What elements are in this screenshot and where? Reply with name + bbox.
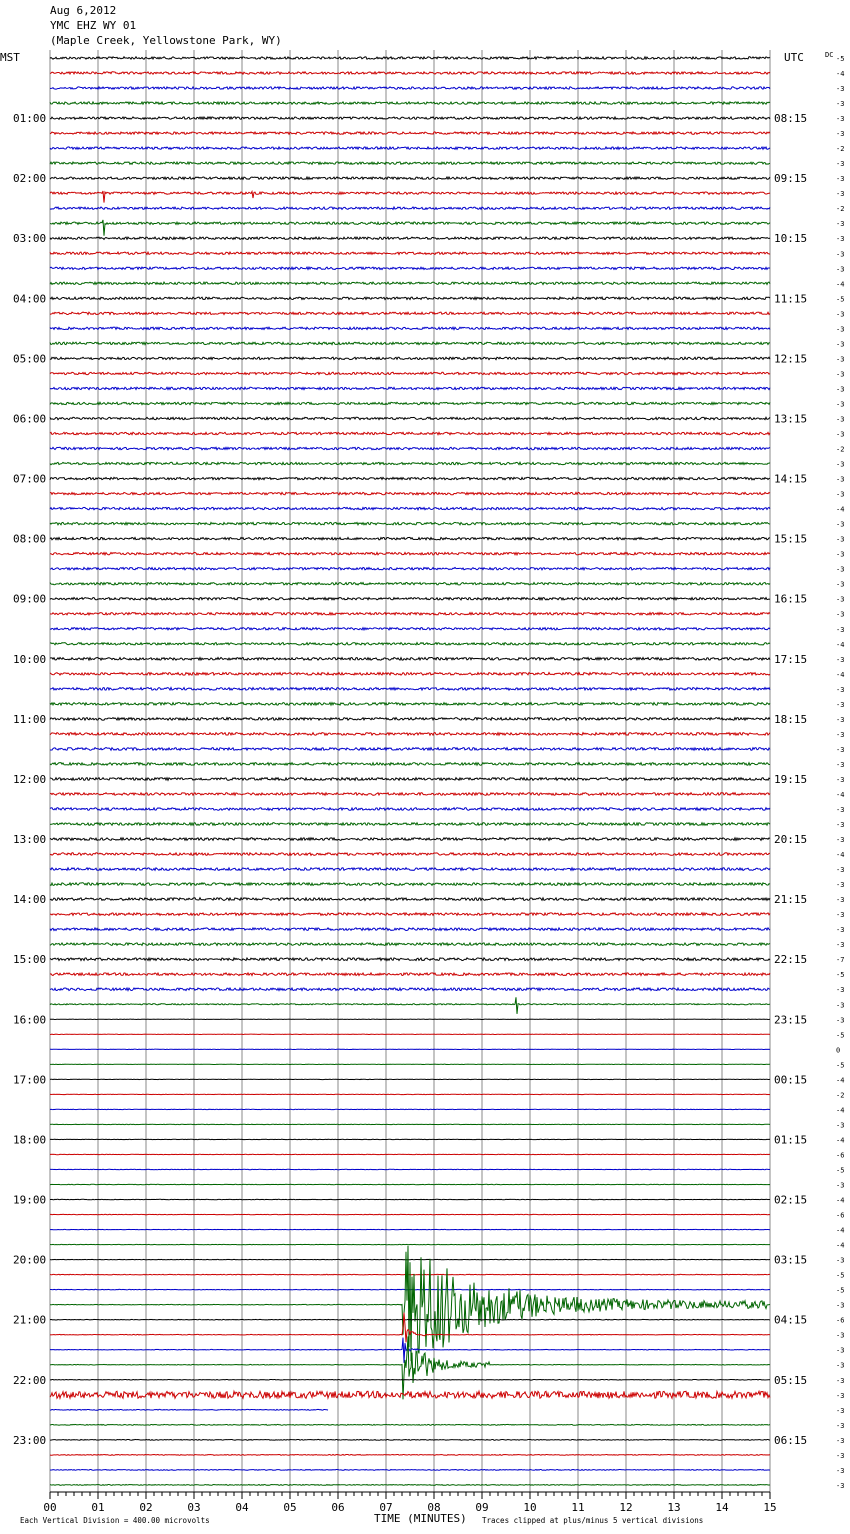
right-hour-label: 15:15: [774, 532, 808, 546]
dc-offset-label: -6: [836, 1211, 845, 1220]
seismic-trace: [50, 913, 770, 916]
dc-offset-label: 0: [836, 1046, 841, 1055]
dc-offset-label: -3: [836, 475, 845, 484]
plot-date: Aug 6,2012: [50, 4, 117, 17]
left-hour-label: 11:00: [13, 712, 47, 726]
seismic-trace: [50, 477, 770, 479]
dc-offset-label: -3: [836, 1481, 845, 1490]
seismic-trace: [50, 447, 770, 449]
seismic-trace: [50, 492, 770, 494]
left-hour-label: 17:00: [13, 1073, 47, 1087]
dc-offset-label: -4: [836, 851, 845, 860]
seismic-trace: [50, 282, 770, 284]
seismic-trace: [50, 162, 770, 164]
dc-offset-label: -3: [836, 1301, 845, 1310]
x-axis-title: TIME (MINUTES): [374, 1512, 467, 1525]
seismic-trace: [50, 883, 770, 886]
dc-offset-label: -3: [836, 355, 845, 364]
dc-offset-label: -3: [836, 400, 845, 409]
dc-offset-label: -3: [836, 1436, 845, 1445]
x-tick-label: 06: [331, 1501, 345, 1514]
dc-offset-label: -2: [836, 145, 845, 154]
seismic-trace: [50, 1485, 770, 1486]
left-hour-label: 07:00: [13, 472, 47, 486]
seismic-trace: [50, 643, 770, 645]
dc-offset-label: -4: [836, 670, 845, 679]
right-hour-label: 11:15: [774, 292, 808, 306]
dc-offset-label: -2: [836, 445, 845, 454]
dc-offset-label: -3: [836, 760, 845, 769]
seismic-trace: [50, 87, 770, 89]
dc-offset-label: -3: [836, 1016, 845, 1025]
seismic-trace: [50, 973, 770, 976]
dc-offset-label: -3: [836, 430, 845, 439]
right-hour-label: 14:15: [774, 472, 808, 486]
dc-offset-label: -3: [836, 175, 845, 184]
dc-offset-label: -3: [836, 85, 845, 94]
right-hour-label: 00:15: [774, 1073, 808, 1087]
seismic-trace: [50, 1409, 328, 1410]
seismic-trace: [50, 733, 770, 736]
left-timezone-label: MST: [0, 51, 20, 64]
seismic-trace: [50, 372, 770, 374]
seismic-trace: [50, 387, 770, 389]
right-hour-label: 21:15: [774, 893, 808, 907]
x-tick-label: 08: [427, 1501, 441, 1514]
dc-offset-label: -3: [836, 926, 845, 935]
seismic-trace: [50, 191, 770, 203]
seismic-trace: [50, 357, 770, 359]
left-hour-label: 10:00: [13, 652, 47, 666]
x-tick-label: 12: [619, 1501, 633, 1514]
seismic-trace: [50, 507, 770, 509]
plot-subtitle: (Maple Creek, Yellowstone Park, WY): [50, 34, 282, 47]
seismic-trace: [50, 1455, 770, 1456]
dc-offset-label: -5: [836, 1271, 845, 1280]
seismic-trace: [50, 1391, 770, 1398]
seismic-trace: [50, 117, 770, 119]
dc-offset-label: -3: [836, 821, 845, 830]
dc-offset-label: -3: [836, 806, 845, 814]
dc-offset-label: -4: [836, 1076, 845, 1085]
seismic-trace: [50, 57, 770, 59]
dc-offset-label: -3: [836, 655, 845, 664]
seismic-trace: [50, 628, 770, 630]
seismic-trace: [50, 763, 770, 766]
x-tick-label: 01: [91, 1501, 105, 1514]
dc-offset-label: -2: [836, 205, 845, 214]
seismic-trace: [50, 1338, 770, 1363]
dc-offset-label: -4: [836, 790, 845, 799]
seismic-trace: [50, 613, 770, 615]
seismic-trace: [50, 943, 770, 946]
dc-offset-label: -3: [836, 595, 845, 604]
dc-offset-label: -3: [836, 265, 845, 274]
right-hour-label: 18:15: [774, 712, 808, 726]
dc-offset-label: -6: [836, 1316, 845, 1325]
seismic-trace: [50, 252, 770, 254]
seismic-trace: [50, 522, 770, 524]
right-hour-label: 03:15: [774, 1253, 808, 1267]
right-hour-label: 09:15: [774, 172, 808, 186]
dc-offset-label: -3: [836, 745, 845, 754]
left-hour-label: 09:00: [13, 592, 47, 606]
dc-offset-label: -3: [836, 100, 845, 109]
left-hour-label: 04:00: [13, 292, 47, 306]
dc-offset-label: -3: [836, 625, 845, 634]
right-hour-label: 13:15: [774, 412, 808, 426]
right-hour-label: 02:15: [774, 1193, 808, 1207]
left-hour-label: 19:00: [13, 1193, 47, 1207]
dc-offset-label: -3: [836, 1346, 845, 1355]
dc-offset-label: -5: [836, 1061, 845, 1070]
dc-offset-label: -3: [836, 1361, 845, 1370]
right-hour-label: 17:15: [774, 652, 808, 666]
dc-offset-label: -5: [836, 55, 845, 63]
left-hour-label: 08:00: [13, 532, 47, 546]
seismic-trace: [50, 808, 770, 811]
footer-scale-note: Each Vertical Division = 400.00 microvolts: [20, 1516, 210, 1525]
seismic-trace: [50, 132, 770, 134]
left-hour-label: 06:00: [13, 412, 47, 426]
seismic-trace: [50, 72, 770, 74]
left-hour-label: 14:00: [13, 893, 47, 907]
seismic-trace: [50, 267, 770, 269]
x-tick-label: 03: [187, 1501, 201, 1514]
seismic-trace: [50, 417, 770, 419]
dc-offset-label: -3: [836, 250, 845, 259]
dc-offset-label: -4: [836, 1226, 845, 1235]
seismic-trace: [50, 462, 770, 464]
dc-offset-label: -3: [836, 550, 845, 559]
seismic-trace: [50, 688, 770, 691]
seismic-trace: [50, 673, 770, 676]
dc-offset-label: -4: [836, 1136, 845, 1145]
seismic-trace: [50, 237, 770, 239]
left-hour-label: 13:00: [13, 833, 47, 847]
dc-offset-label: -3: [836, 415, 845, 424]
seismic-trace: [50, 553, 770, 555]
dc-offset-label: -3: [836, 941, 845, 950]
x-tick-label: 04: [235, 1501, 249, 1514]
dc-offset-label: -5: [836, 1166, 845, 1175]
right-hour-label: 19:15: [774, 772, 808, 786]
x-tick-label: 13: [667, 1501, 681, 1514]
dc-offset-label: -3: [836, 1376, 845, 1385]
left-hour-label: 18:00: [13, 1133, 47, 1147]
seismic-trace: [50, 147, 770, 149]
dc-offset-label: -3: [836, 730, 845, 739]
seismic-trace: [50, 718, 770, 721]
seismic-trace: [50, 898, 770, 901]
dc-offset-label: -3: [836, 520, 845, 529]
dc-offset-label: -3: [836, 1001, 845, 1010]
dc-offset-label: -3: [836, 1421, 845, 1430]
seismic-trace: [50, 958, 770, 961]
dc-offset-label: -3: [836, 460, 845, 469]
seismic-trace: [50, 928, 770, 931]
right-hour-label: 16:15: [774, 592, 808, 606]
dc-offset-label: -3: [836, 565, 845, 574]
dc-offset-label: -3: [836, 310, 845, 319]
dc-offset-label: -3: [836, 1256, 845, 1265]
dc-offset-label: -3: [836, 535, 845, 544]
dc-offset-label: -3: [836, 881, 845, 890]
dc-offset-label: -3: [836, 115, 845, 124]
dc-offset-label: -4: [836, 505, 845, 514]
seismic-trace: [50, 793, 770, 796]
left-hour-label: 15:00: [13, 953, 47, 967]
plot-title: YMC EHZ WY 01: [50, 19, 137, 32]
seismic-trace: [50, 568, 770, 570]
right-hour-label: 10:15: [774, 232, 808, 246]
right-hour-label: 05:15: [774, 1373, 808, 1387]
seismic-trace: [50, 297, 770, 299]
seismic-trace: [50, 838, 770, 841]
dc-offset-label: -4: [836, 640, 845, 649]
dc-offset-label: -3: [836, 1121, 845, 1130]
dc-offset-label: -3: [836, 160, 845, 169]
dc-offset-label: -3: [836, 1181, 845, 1190]
dc-offset-label: -3: [836, 1466, 845, 1475]
dc-offset-label: -3: [836, 1331, 845, 1340]
right-timezone-label: UTC: [784, 51, 804, 64]
dc-offset-label: -3: [836, 685, 845, 694]
dc-offset-label: -5: [836, 971, 845, 980]
dc-offset-label: -4: [836, 1106, 845, 1115]
right-hour-label: 01:15: [774, 1133, 808, 1147]
seismic-trace: [50, 1439, 770, 1440]
x-tick-label: 02: [139, 1501, 153, 1514]
seismic-trace: [50, 432, 770, 434]
dc-offset-label: -4: [836, 1241, 845, 1250]
seismic-trace: [50, 402, 770, 404]
seismic-trace: [50, 583, 770, 585]
left-hour-label: 03:00: [13, 232, 47, 246]
x-tick-label: 11: [571, 1501, 585, 1514]
left-hour-label: 23:00: [13, 1433, 47, 1447]
seismic-trace: [50, 868, 770, 871]
dc-offset-label: -3: [836, 775, 845, 784]
seismic-trace: [50, 1380, 770, 1381]
dc-offset-label: -3: [836, 1406, 845, 1415]
x-tick-label: 00: [43, 1501, 57, 1514]
seismic-trace: [50, 327, 770, 329]
dc-offset-label: -3: [836, 130, 845, 139]
dc-offset-label: -4: [836, 70, 845, 79]
dc-offset-label: -3: [836, 911, 845, 920]
seismic-trace: [50, 853, 770, 856]
x-tick-label: 14: [715, 1501, 729, 1514]
left-hour-label: 05:00: [13, 352, 47, 366]
seismic-trace: [50, 1246, 770, 1361]
right-hour-label: 04:15: [774, 1313, 808, 1327]
right-hour-label: 06:15: [774, 1433, 808, 1447]
dc-offset-label: -3: [836, 1451, 845, 1460]
dc-offset-label: -3: [836, 490, 845, 499]
dc-offset-label: -3: [836, 580, 845, 589]
dc-offset-label: -4: [836, 1196, 845, 1205]
seismic-trace: [50, 342, 770, 344]
x-tick-label: 05: [283, 1501, 297, 1514]
dc-offset-label: -3: [836, 836, 845, 845]
right-hour-label: 23:15: [774, 1013, 808, 1027]
dc-offset-label: -3: [836, 325, 845, 334]
dc-offset-label: -5: [836, 295, 845, 304]
right-hour-label: 22:15: [774, 953, 808, 967]
left-hour-label: 02:00: [13, 172, 47, 186]
right-hour-label: 12:15: [774, 352, 808, 366]
dc-offset-label: -3: [836, 610, 845, 619]
dc-offset-label: -3: [836, 340, 845, 349]
dc-offset-label: -3: [836, 385, 845, 394]
dc-label: DC: [825, 51, 834, 59]
seismic-trace: [50, 102, 770, 104]
seismic-trace: [50, 598, 770, 600]
dc-offset-label: -3: [836, 370, 845, 379]
seismic-trace: [50, 988, 770, 991]
dc-offset-label: -5: [836, 1031, 845, 1040]
dc-offset-label: -3: [836, 715, 845, 724]
seismic-trace: [50, 207, 770, 209]
left-hour-label: 22:00: [13, 1373, 47, 1387]
dc-offset-label: -4: [836, 280, 845, 289]
dc-offset-label: -3: [836, 235, 845, 244]
left-hour-label: 20:00: [13, 1253, 47, 1267]
seismic-trace: [50, 658, 770, 661]
dc-offset-label: -3: [836, 220, 845, 229]
dc-offset-label: -3: [836, 190, 845, 199]
left-hour-label: 16:00: [13, 1013, 47, 1027]
x-tick-label: 09: [475, 1501, 489, 1514]
footer-clip-note: Traces clipped at plus/minus 5 vertical divisions: [482, 1516, 704, 1525]
seismic-trace: [50, 823, 770, 826]
seismic-trace: [50, 312, 770, 314]
left-hour-label: 01:00: [13, 112, 47, 126]
seismic-trace: [50, 537, 770, 539]
x-tick-label: 10: [523, 1501, 537, 1514]
seismic-trace: [50, 748, 770, 751]
dc-offset-label: -6: [836, 1151, 845, 1160]
dc-offset-label: -3: [836, 1391, 845, 1400]
dc-offset-label: -3: [836, 896, 845, 905]
x-tick-label: 15: [763, 1501, 777, 1514]
x-tick-label: 07: [379, 1501, 393, 1514]
right-hour-label: 20:15: [774, 833, 808, 847]
left-hour-label: 12:00: [13, 772, 47, 786]
seismic-trace: [50, 1313, 770, 1343]
dc-offset-label: -3: [836, 986, 845, 995]
right-hour-label: 08:15: [774, 112, 808, 126]
seismic-trace: [50, 1319, 770, 1320]
dc-offset-label: -3: [836, 700, 845, 709]
seismic-trace: [50, 997, 770, 1014]
seismic-trace: [50, 1470, 770, 1471]
dc-offset-label: -7: [836, 956, 845, 965]
left-hour-label: 21:00: [13, 1313, 47, 1327]
seismic-trace: [50, 220, 770, 236]
seismic-trace: [50, 703, 770, 706]
seismic-trace: [50, 177, 770, 179]
seismic-trace: [50, 778, 770, 781]
dc-offset-label: -5: [836, 1286, 845, 1295]
seismic-traces: [50, 57, 770, 1486]
dc-offset-label: -2: [836, 1091, 845, 1100]
seismic-trace: [50, 1336, 770, 1399]
seismic-trace: [50, 1424, 770, 1425]
dc-offset-label: -3: [836, 866, 845, 875]
